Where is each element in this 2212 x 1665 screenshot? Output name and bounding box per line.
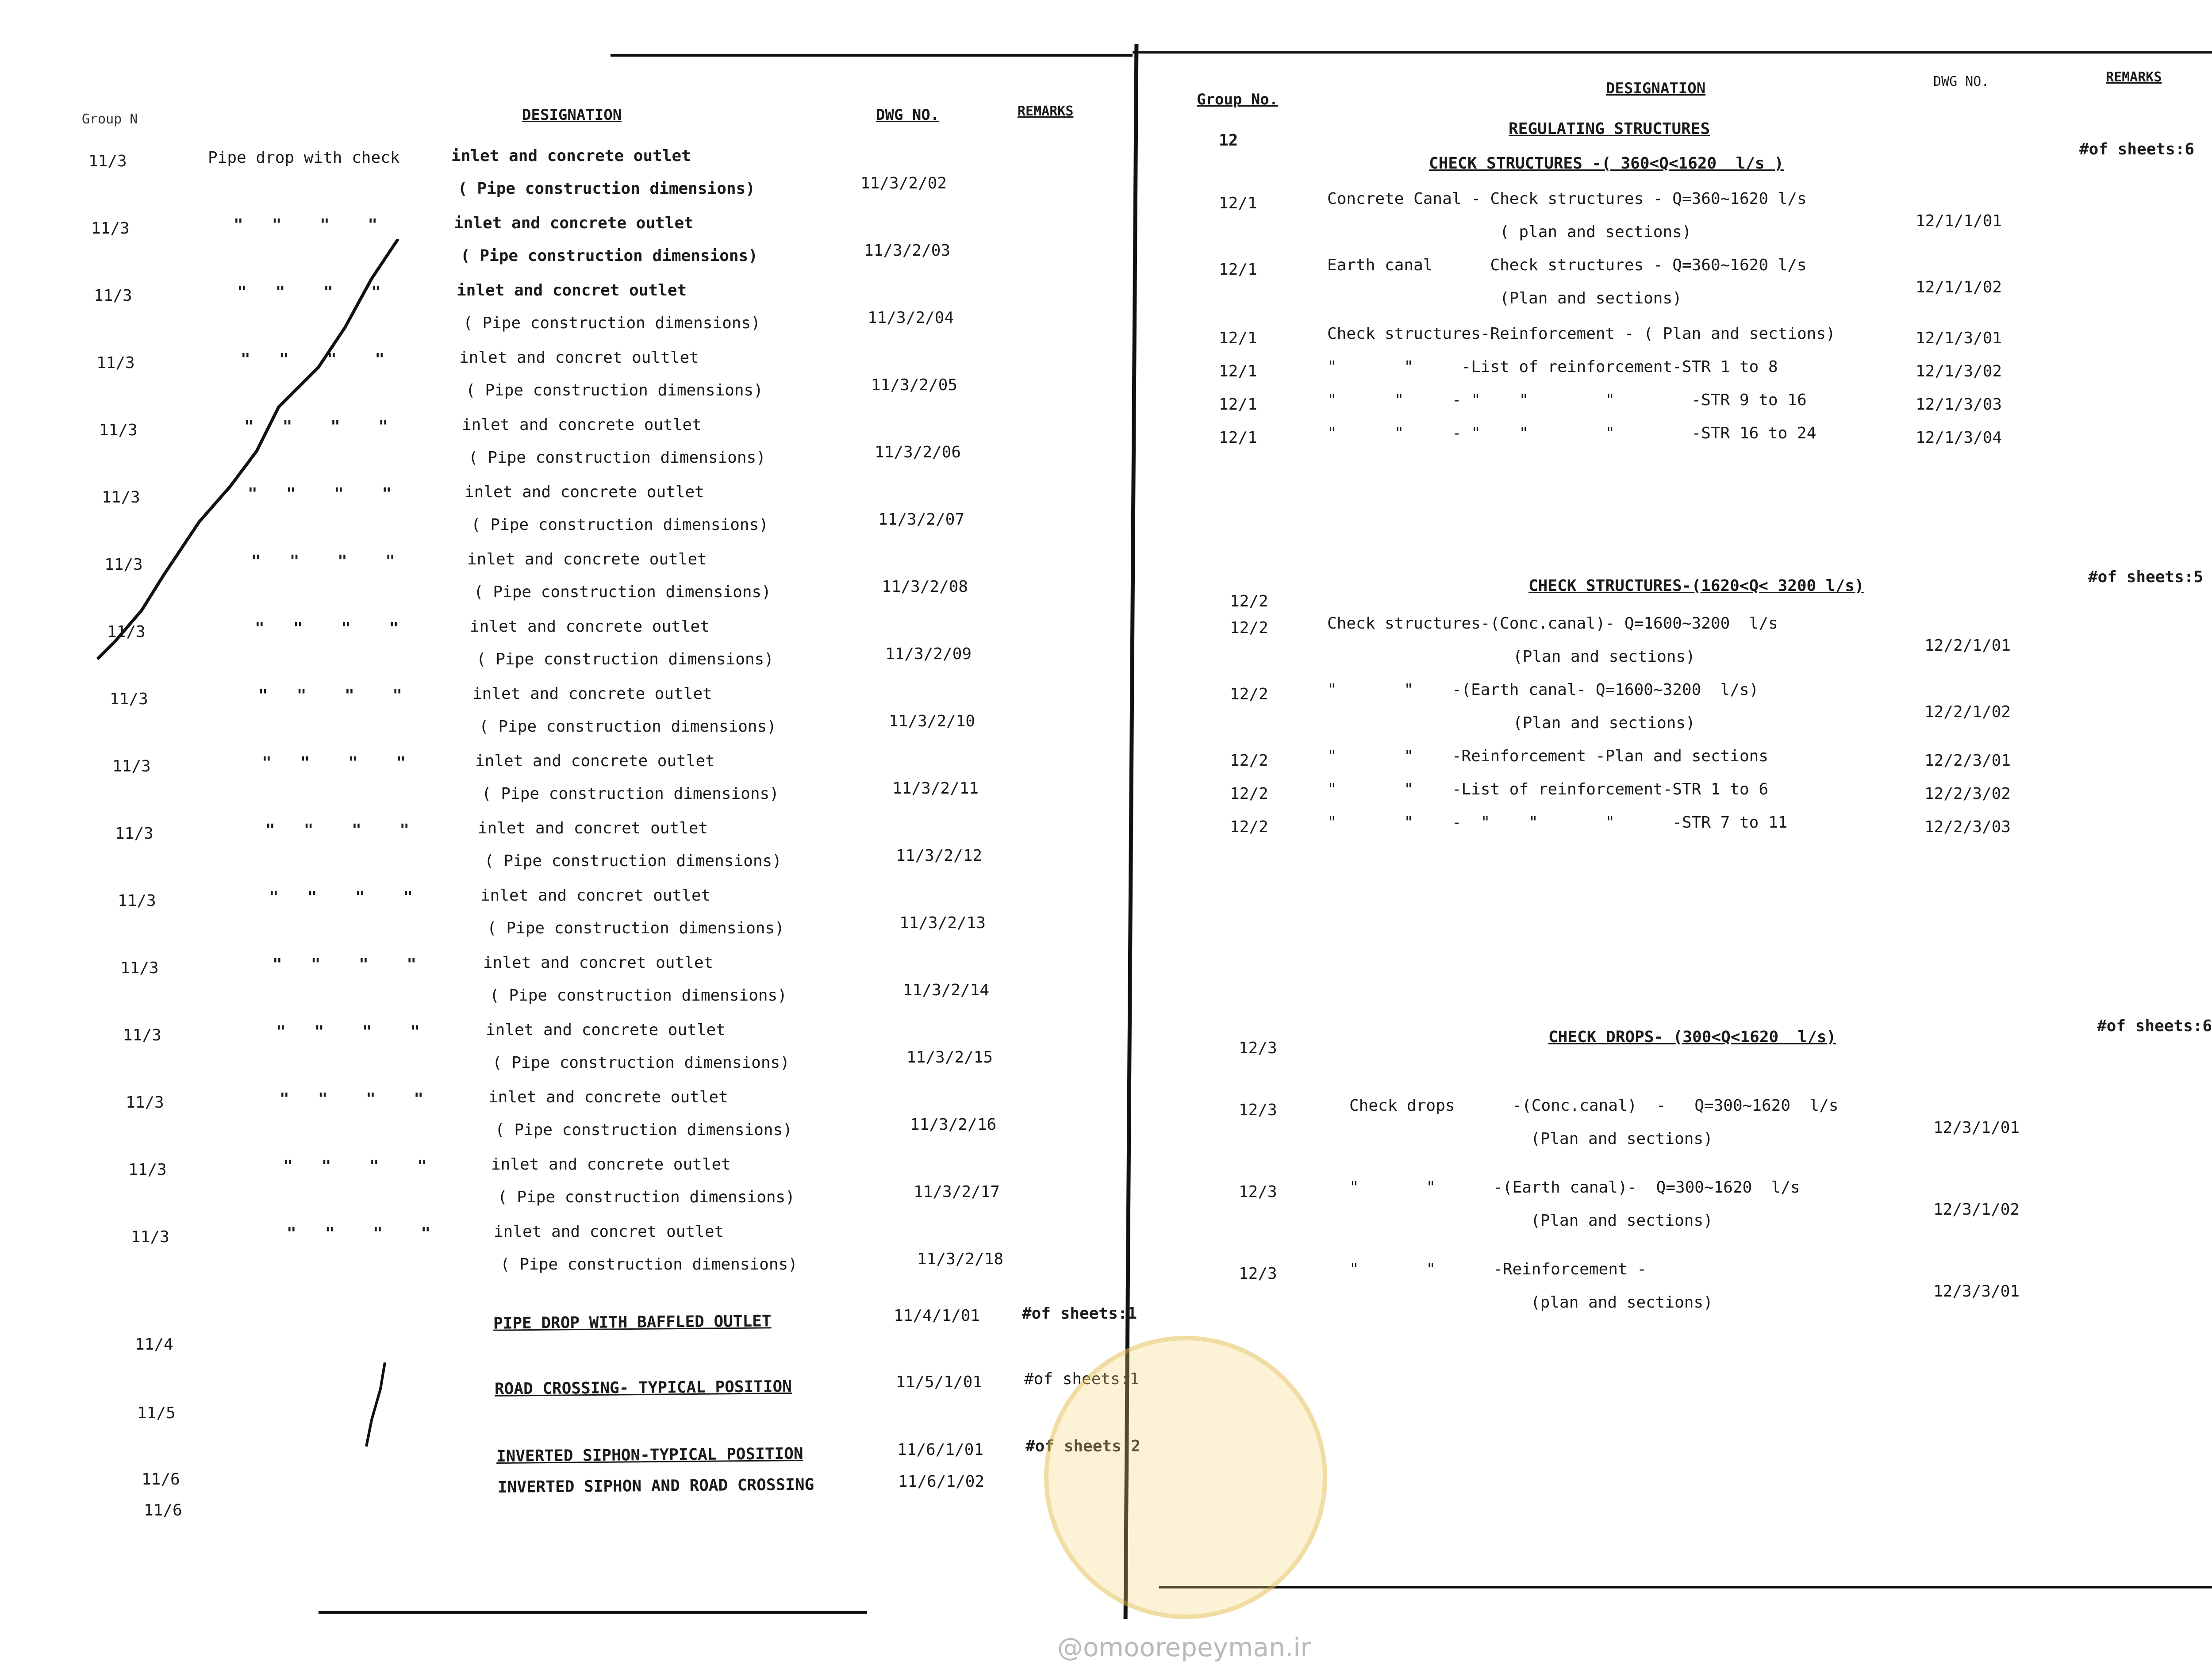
left-bottom-rule: [319, 1611, 867, 1614]
row-text: " " -(Earth canal)- Q=300~1620 l/s: [1349, 1178, 1800, 1197]
row-desc: " " " ": [251, 552, 396, 570]
row-line2: ( Pipe construction dimensions): [469, 449, 766, 467]
row-dwg: 11/3/2/13: [899, 914, 986, 932]
row-line1: inlet and concret outlet: [483, 954, 714, 972]
row-group: 11/3: [107, 623, 146, 641]
row-desc: Pipe drop with check: [208, 149, 400, 167]
row-dwg: 11/3/2/03: [864, 242, 951, 260]
row-subtext: (plan and sections): [1531, 1293, 1713, 1312]
row-line1: inlet and concret outlet: [457, 281, 687, 299]
row-dwg: 11/3/2/12: [896, 847, 983, 865]
row-dwg: 12/1/3/02: [1916, 362, 2002, 380]
row-text: Check drops -(Conc.canal) - Q=300~1620 l/s: [1349, 1097, 1839, 1115]
row-line2: ( Pipe construction dimensions): [466, 381, 763, 399]
row-line1: inlet and concrete outlet: [475, 752, 715, 770]
row-group: 12/3: [1239, 1101, 1277, 1119]
baffled-dwg: 11/4/1/01: [894, 1307, 980, 1325]
row-line2: ( Pipe construction dimensions): [492, 1054, 790, 1072]
row-group: 12/2: [1230, 785, 1268, 803]
row-dwg: 11/3/2/15: [906, 1048, 993, 1067]
row-line1: inlet and concrete outlet: [465, 483, 704, 501]
row-text: " " - " " " -STR 16 to 24: [1327, 424, 1816, 442]
row-dwg: 11/3/2/17: [914, 1183, 1000, 1201]
cs1-sheets: #of sheets:6: [2079, 140, 2195, 158]
road-title: ROAD CROSSING- TYPICAL POSITION: [494, 1377, 792, 1398]
row-text: Check structures-(Conc.canal)- Q=1600~3200 l/s: [1327, 614, 1778, 633]
row-desc: " " " ": [258, 687, 403, 705]
left-header-dwg: DWG NO.: [876, 106, 940, 124]
row-line1: inlet and concrete outlet: [462, 416, 702, 434]
row-subtext: (Plan and sections): [1531, 1212, 1713, 1230]
row-group: 11/3: [120, 959, 159, 977]
row-desc: " " " ": [241, 350, 385, 368]
row-line2: ( Pipe construction dimensions): [490, 986, 787, 1005]
row-dwg: 12/2/1/02: [1924, 703, 2011, 721]
row-line2: ( Pipe construction dimensions): [474, 583, 771, 601]
row-text: " " -Reinforcement -Plan and sections: [1327, 747, 1768, 765]
row-desc: " " " ": [255, 619, 399, 637]
row-line1: inlet and concret outlet: [494, 1223, 724, 1241]
row-group: 12/1: [1219, 429, 1257, 447]
row-group: 12/1: [1219, 362, 1257, 380]
row-text: " " - " " " -STR 9 to 16: [1327, 391, 1807, 409]
row-desc: " " " ": [283, 1157, 427, 1175]
row-dwg: 12/2/3/02: [1924, 785, 2011, 803]
row-group: 12/1: [1219, 395, 1257, 414]
row-desc: " " " ": [248, 485, 392, 503]
row-group: 12/2: [1230, 752, 1268, 770]
row-dwg: 11/3/2/06: [875, 443, 961, 461]
row-line1: inlet and concrete outlet: [472, 685, 712, 703]
row-group: 11/3: [99, 421, 138, 439]
row-text: Concrete Canal - Check structures - Q=360~1620 l/s: [1327, 190, 1807, 208]
cs2-title: CHECK STRUCTURES-(1620<Q< 3200 l/s): [1528, 577, 1864, 595]
row-line2: ( Pipe construction dimensions): [498, 1188, 795, 1206]
row-group: 11/3: [102, 488, 140, 506]
left-header-group: Group N: [82, 111, 138, 127]
row-line1: inlet and concrete outlet: [488, 1088, 728, 1106]
cs1-group: 12: [1219, 131, 1238, 150]
row-group: 12/2: [1230, 818, 1268, 836]
row-text: " " -(Earth canal- Q=1600~3200 l/s): [1327, 681, 1759, 699]
row-group: 11/3: [131, 1228, 169, 1246]
row-dwg: 11/3/2/16: [910, 1116, 997, 1134]
row-group: 11/3: [96, 354, 135, 372]
row-dwg: 11/3/2/11: [892, 779, 979, 798]
row-dwg: 11/3/2/14: [903, 981, 990, 999]
siphon1-dwg: 11/6/1/01: [897, 1441, 984, 1459]
row-group: 12/1: [1219, 261, 1257, 279]
road-group: 11/5: [137, 1404, 176, 1422]
row-group: 11/3: [112, 757, 151, 775]
row-line1: inlet and concret outlet: [480, 886, 711, 905]
row-line2: ( Pipe construction dimensions): [495, 1121, 792, 1139]
row-dwg: 11/3/2/07: [878, 510, 965, 529]
row-group: 12/3: [1239, 1265, 1277, 1283]
row-group: 11/3: [123, 1026, 161, 1044]
row-desc: " " " ": [269, 888, 413, 906]
row-dwg: 11/3/2/04: [868, 309, 954, 327]
row-group: 11/3: [88, 152, 127, 170]
row-line1: inlet and concrete outlet: [491, 1155, 731, 1174]
row-line2: ( Pipe construction dimensions): [461, 247, 758, 265]
row-dwg: 11/3/2/05: [871, 376, 958, 394]
cd-group: 12/3: [1239, 1039, 1277, 1057]
paper-crack-2: [363, 1362, 389, 1451]
row-line1: inlet and concret oultlet: [459, 349, 699, 367]
row-dwg: 11/3/2/08: [882, 578, 968, 596]
row-dwg: 12/1/1/01: [1916, 212, 2002, 230]
watermark-text: @omoorepeyman.ir: [1057, 1632, 1311, 1662]
row-desc: " " " ": [234, 216, 378, 234]
row-group: 12/1: [1219, 194, 1257, 212]
row-group: 11/3: [104, 556, 143, 574]
row-subtext: (Plan and sections): [1500, 289, 1682, 307]
row-dwg: 12/3/1/02: [1933, 1201, 2020, 1219]
row-desc: " " " ": [265, 821, 410, 839]
row-desc: " " " ": [273, 955, 417, 974]
row-line1: inlet and concrete outlet: [451, 147, 691, 165]
row-dwg: 11/3/2/10: [889, 712, 975, 730]
row-dwg: 11/3/2/02: [860, 174, 947, 192]
siphon2-dwg: 11/6/1/02: [898, 1473, 985, 1491]
left-header-designation: DESIGNATION: [522, 106, 622, 124]
row-subtext: (Plan and sections): [1513, 714, 1695, 732]
siphon2-group: 11/6: [144, 1501, 182, 1519]
row-dwg: 12/2/3/01: [1924, 752, 2011, 770]
row-text: " " -Reinforcement -: [1349, 1260, 1647, 1278]
row-desc: " " " ": [262, 754, 406, 772]
row-group: 12/2: [1230, 619, 1268, 637]
row-dwg: 12/1/3/01: [1916, 329, 2002, 347]
cd-title: CHECK DROPS- (300<Q<1620 l/s): [1548, 1028, 1836, 1046]
row-desc: " " " ": [244, 418, 388, 436]
row-subtext: ( plan and sections): [1500, 223, 1692, 241]
row-line2: ( Pipe construction dimensions): [487, 919, 784, 937]
row-group: 11/3: [118, 892, 156, 910]
row-group: 11/3: [115, 825, 154, 843]
row-text: " " -List of reinforcement-STR 1 to 6: [1327, 780, 1768, 798]
row-group: 12/1: [1219, 329, 1257, 347]
regulating-title: REGULATING STRUCTURES: [1509, 120, 1710, 138]
siphon1-remark: #of sheets:2: [1025, 1437, 1141, 1455]
right-header-remarks: REMARKS: [2106, 69, 2162, 85]
row-dwg: 12/3/3/01: [1933, 1282, 2020, 1301]
row-dwg: 11/3/2/18: [917, 1250, 1004, 1268]
row-group: 11/3: [126, 1093, 164, 1112]
row-dwg: 12/1/1/02: [1916, 278, 2002, 296]
row-line2: ( Pipe construction dimensions): [484, 852, 782, 870]
row-group: 11/3: [94, 287, 132, 305]
cd-sheets: #of sheets:6: [2097, 1017, 2212, 1035]
row-text: " " -List of reinforcement-STR 1 to 8: [1327, 358, 1778, 376]
right-bottom-rule: [1159, 1586, 2212, 1588]
right-header-designation: DESIGNATION: [1606, 80, 1706, 97]
cs1-title: CHECK STRUCTURES -( 360<Q<1620 l/s ): [1429, 154, 1784, 173]
row-group: 11/3: [91, 219, 130, 238]
row-dwg: 11/3/2/09: [885, 645, 972, 663]
road-remark: #of sheets:1: [1024, 1370, 1140, 1388]
baffled-group: 11/4: [135, 1335, 173, 1354]
right-top-rule: [1133, 51, 2212, 54]
row-line2: ( Pipe construction dimensions): [471, 516, 768, 534]
siphon1-group: 11/6: [142, 1470, 180, 1489]
row-line2: ( Pipe construction dimensions): [479, 717, 776, 736]
row-desc: " " " ": [280, 1090, 424, 1108]
cs2-sheets: #of sheets:5: [2088, 568, 2204, 586]
siphon1-title: INVERTED SIPHON-TYPICAL POSITION: [496, 1444, 803, 1466]
siphon2-title: INVERTED SIPHON AND ROAD CROSSING: [497, 1475, 814, 1497]
paper-crack: [88, 239, 407, 664]
road-dwg: 11/5/1/01: [896, 1373, 983, 1391]
watermark-logo: [1044, 1336, 1327, 1619]
row-line2: ( Pipe construction dimensions): [476, 650, 774, 668]
row-subtext: (Plan and sections): [1531, 1130, 1713, 1148]
right-header-dwg: DWG NO.: [1933, 74, 1989, 89]
row-group: 11/3: [128, 1161, 167, 1179]
row-text: Earth canal Check structures - Q=360~1620 l/s: [1327, 256, 1807, 274]
row-desc: " " " ": [287, 1224, 431, 1243]
row-desc: " " " ": [276, 1023, 420, 1041]
row-dwg: 12/2/3/03: [1924, 818, 2011, 836]
cs2-group: 12/2: [1230, 592, 1268, 610]
row-dwg: 12/1/3/03: [1916, 395, 2002, 414]
row-text: " " - " " " -STR 7 to 11: [1327, 813, 1788, 832]
baffled-title: PIPE DROP WITH BAFFLED OUTLET: [493, 1312, 772, 1333]
row-dwg: 12/2/1/01: [1924, 637, 2011, 655]
row-dwg: 12/3/1/01: [1933, 1119, 2020, 1137]
baffled-remark: #of sheets:1: [1022, 1304, 1137, 1323]
row-line1: inlet and concrete outlet: [470, 618, 710, 636]
row-line2: ( Pipe construction dimensions): [482, 785, 779, 803]
right-header-group: Group No.: [1197, 91, 1279, 108]
row-group: 12/3: [1239, 1183, 1277, 1201]
row-group: 11/3: [110, 690, 148, 708]
row-text: Check structures-Reinforcement - ( Plan and sections): [1327, 325, 1836, 343]
left-header-remarks: REMARKS: [1018, 104, 1074, 119]
row-line2: ( Pipe construction dimensions): [500, 1255, 798, 1274]
row-group: 12/2: [1230, 685, 1268, 703]
row-dwg: 12/1/3/04: [1916, 429, 2002, 447]
row-line1: inlet and concret outlet: [478, 819, 708, 837]
row-line1: inlet and concrete outlet: [454, 214, 694, 232]
row-line2: ( Pipe construction dimensions): [458, 180, 755, 198]
row-desc: " " " ": [237, 283, 381, 301]
row-line1: inlet and concrete outlet: [486, 1021, 726, 1039]
row-line1: inlet and concrete outlet: [467, 550, 707, 568]
row-line2: ( Pipe construction dimensions): [463, 314, 760, 332]
left-top-rule: [611, 54, 1133, 57]
row-subtext: (Plan and sections): [1513, 648, 1695, 666]
